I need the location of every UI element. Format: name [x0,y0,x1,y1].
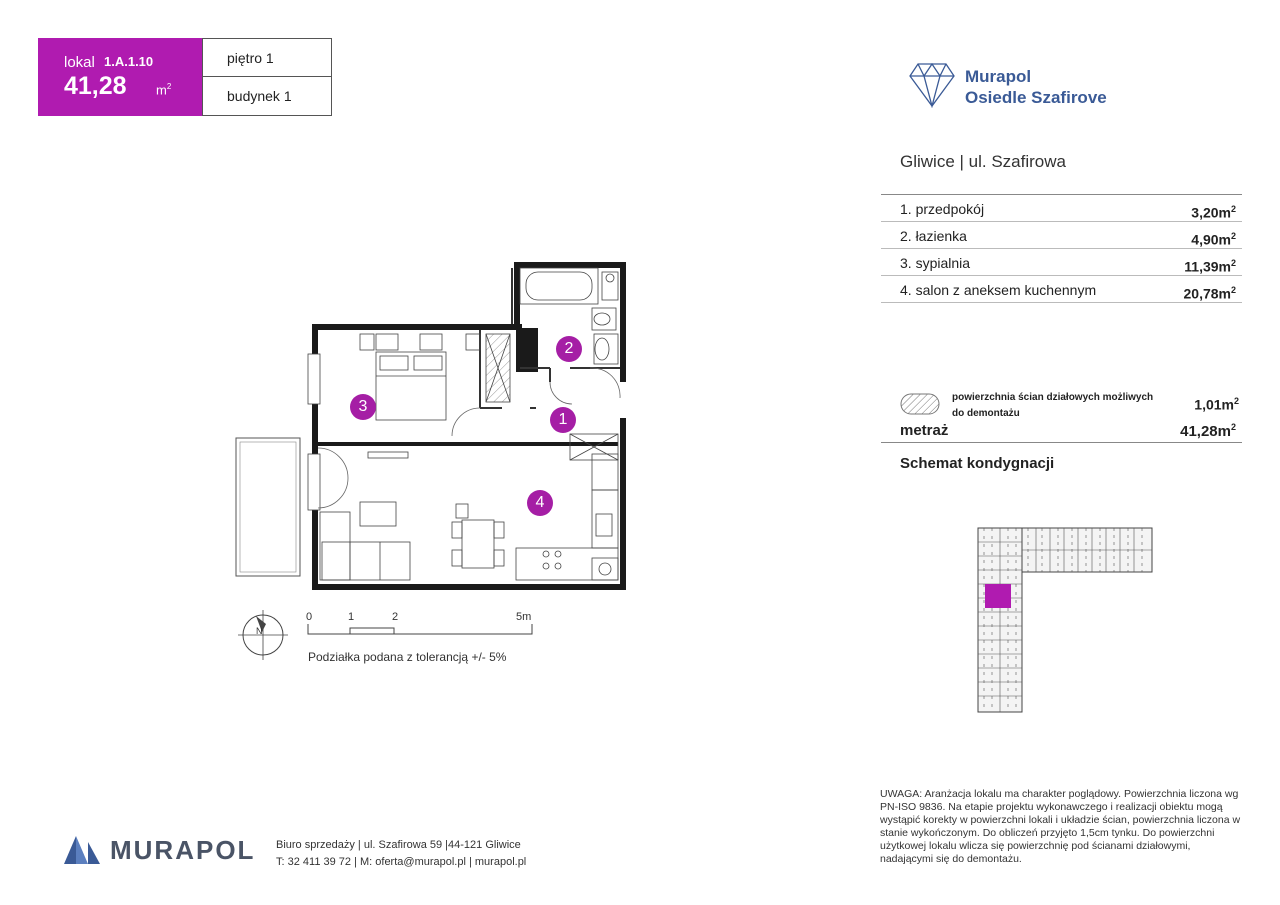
walls-note: powierzchnia ścian działowych możliwych do demontażu [952,392,1154,419]
highlighted-unit [985,584,1011,608]
scale-bar [306,622,534,636]
scale-5m: 5m [516,611,532,623]
murapol-logo-icon [64,836,102,864]
unit-summary [38,38,202,116]
schemat-title: Schemat kondygnacji [900,455,1055,472]
metraz-row [881,420,1242,443]
room-badge-4: 4 [527,490,553,516]
footer-logo-text: MURAPOL [110,835,256,865]
floor-schema-plan [970,522,1160,714]
footer-address: Biuro sprzedaży | ul. Szafirowa 59 |44-121 Gliwice [276,839,521,851]
diamond-logo-icon [908,62,956,108]
room-row: 2. łazienka $4,90m^2$ [881,222,1242,249]
scale-1: 1 [348,611,355,623]
footer-contact [276,837,526,871]
unit-info [202,38,332,116]
floor-label: piętro 1 [203,39,331,77]
scale-note: Podziałka podana z tolerancją +/- 5% [308,650,507,664]
north-label: N [256,626,263,636]
building-label: budynek 1 [227,88,292,104]
scale-0: 0 [306,611,313,623]
room-row: 3. sypialnia $11,39m^2$ [881,249,1242,276]
rooms-table [881,194,1242,303]
hatch-swatch-icon [900,393,940,415]
room-row: 1. przedpokój $3,20m^2$ [881,195,1242,222]
unit-area: 41,28 [64,72,127,100]
room-badge-3: 3 [350,394,376,420]
compass-icon [238,610,288,660]
footer-phone-email: T: 32 411 39 72 | M: oferta@murapol.pl | murapol.pl [276,856,527,868]
room-row: 4. salon z aneksem kuchennym $20,78m^2$ [881,276,1242,303]
unit-code: 1.A.1.10 [104,54,154,69]
scale-2: 2 [392,611,399,623]
brand-line2: Osiedle Szafirove [965,88,1107,107]
room-badge-1: 1 [550,407,576,433]
metraz-label: metraż [900,422,949,439]
walls-area: $1,01m^2$ [1194,396,1239,413]
unit-label: lokal [64,54,95,71]
metraz-area: $41,28m^2$ [1180,422,1236,440]
unit-area-unit: $m^2$ [156,82,172,98]
disclaimer-note: UWAGA: Aranżacja lokalu ma charakter poglądowy. Powierzchnia liczona wg PN-ISO 9836. Na etapie projektu wykonawczego i realizacji obiektu mogą wystąpić korekty w powierzchni lokali i układzie ścian, powierzchnia liczona w stanie wykończonym. Do obliczeń przyjęto 1,5cm tynku. Do powierzchni użytkowej lokalu wlicza się powierzchnię pod ścianami działowymi, nadającymi się do demontażu. [880,788,1241,865]
room-badge-2: 2 [556,336,582,362]
location: Gliwice | ul. Szafirowa [900,152,1066,171]
brand-line1: Murapol [965,67,1032,86]
brand-name [965,66,1107,108]
